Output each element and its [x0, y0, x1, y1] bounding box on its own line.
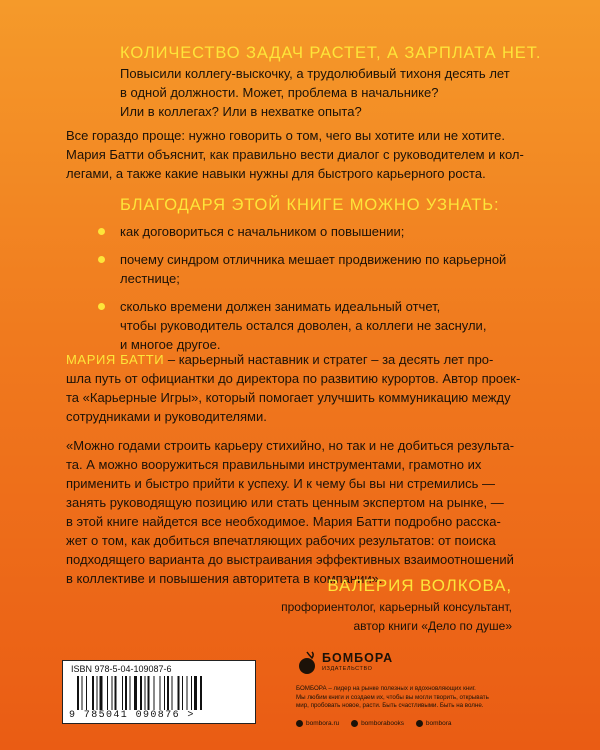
- author-bio: [66, 350, 520, 426]
- publisher-description: [296, 685, 528, 711]
- text-line: автор книги «Дело по душе»: [353, 619, 512, 633]
- text-line: занять руководящую позицию или стать ценным экспертом на рынке, —: [66, 495, 504, 510]
- section-heading-2: БЛАГОДАРЯ ЭТОЙ КНИГЕ МОЖНО УЗНАТЬ:: [120, 196, 500, 214]
- isbn-label: ISBN 978-5-04-109087-6: [71, 664, 172, 674]
- text-line: почему синдром отличника мешает продвижению по карьерной: [120, 252, 507, 267]
- text-line: легами, а также какие навыки нужны для быстрого карьерного роста.: [66, 166, 486, 181]
- text-line: лестнице;: [120, 271, 180, 286]
- text-line: жет о том, как добиться впечатляющих рабочих результатов: от поиска: [66, 533, 496, 548]
- text-line: та. А можно вооружиться правильными инструментами, грамотно их: [66, 457, 482, 472]
- text-line: чтобы руководитель остался доволен, а коллеги не заснули,: [120, 318, 487, 333]
- publisher-subtitle: ИЗДАТЕЛЬСТВО: [322, 666, 373, 672]
- text-line: Все гораздо проще: нужно говорить о том, чего вы хотите или не хотите.: [66, 128, 505, 143]
- author-name: МАРИЯ БАТТИ: [66, 352, 165, 367]
- bullet-dot-icon: [98, 303, 105, 310]
- barcode-bars-icon: [77, 676, 243, 710]
- quote-author-info: [281, 598, 512, 636]
- text-line: профориентолог, карьерный консультант,: [281, 600, 512, 614]
- barcode-digits: 9 785041 090876 >: [69, 710, 195, 721]
- list-item: [98, 222, 506, 241]
- text-line: Мы любим книги и создаем их, чтобы вы могли творить, открывать: [296, 693, 489, 701]
- text-line: «Можно годами строить карьеру стихийно, но так и не добиться результа-: [66, 438, 515, 453]
- list-item: [98, 250, 506, 288]
- text-line: Повысили коллегу-выскочку, а трудолюбивый тихоня десять лет: [120, 66, 510, 81]
- text-line: мир, пробовать новое, расти. Быть счастливыми. Быть на волне.: [296, 702, 484, 709]
- website-link[interactable]: bombora.ru: [296, 720, 339, 727]
- text-line: та «Карьерные Игры», который помогает улучшить коммуникацию между: [66, 390, 511, 405]
- section-heading-1: КОЛИЧЕСТВО ЗАДАЧ РАСТЕТ, А ЗАРПЛАТА НЕТ.: [120, 44, 542, 62]
- text-line: Мария Батти объяснит, как правильно вести диалог с руководителем и кол-: [66, 147, 524, 162]
- text-line: [66, 350, 520, 369]
- text-line: подходящего варианта до выстраивания эффективных взаимоотношений: [66, 552, 514, 567]
- text-line: в коллективе и повышения авторитета в компании».: [66, 571, 383, 586]
- telegram-icon: [416, 720, 423, 727]
- telegram-link[interactable]: bombora: [416, 720, 452, 727]
- text-line: и многое другое.: [120, 337, 221, 352]
- text-line: Или в коллегах? Или в нехватке опыта?: [120, 104, 362, 119]
- learn-list: [98, 222, 506, 363]
- globe-icon: [296, 720, 303, 727]
- summary-paragraph: [66, 126, 524, 183]
- intro-paragraph: [120, 64, 510, 121]
- bio-line-rest: – карьерный наставник и стратег – за десять лет про-: [164, 352, 494, 367]
- text-line: сколько времени должен занимать идеальный отчет,: [120, 299, 441, 314]
- bullet-dot-icon: [98, 228, 105, 235]
- text-line: в одной должности. Может, проблема в начальнике?: [120, 85, 439, 100]
- quote-paragraph: [66, 436, 514, 588]
- text-line: шла путь от официантки до директора по развитию курортов. Автор проек-: [66, 371, 521, 386]
- bombora-logo-icon: [296, 650, 318, 676]
- text-line: БОМБОРА – лидер на рынке полезных и вдохновляющих книг.: [296, 685, 476, 692]
- text-line: сотрудниками и руководителями.: [66, 409, 267, 424]
- vk-icon: [351, 720, 358, 727]
- publisher-name: БОМБОРА: [322, 651, 394, 665]
- barcode: [62, 660, 256, 724]
- text-line: в этой книге найдется все необходимое. Мария Батти подробно расска-: [66, 514, 501, 529]
- publisher-links: [296, 720, 462, 729]
- bullet-dot-icon: [98, 256, 105, 263]
- text-line: применить и быстро прийти к успеху. И к чему бы вы ни стремились —: [66, 476, 495, 491]
- vk-link[interactable]: bomborabooks: [351, 720, 404, 727]
- list-item: [98, 297, 506, 354]
- quote-author: ВАЛЕРИЯ ВОЛКОВА,: [327, 576, 512, 595]
- text-line: как договориться с начальником о повышении;: [120, 224, 405, 239]
